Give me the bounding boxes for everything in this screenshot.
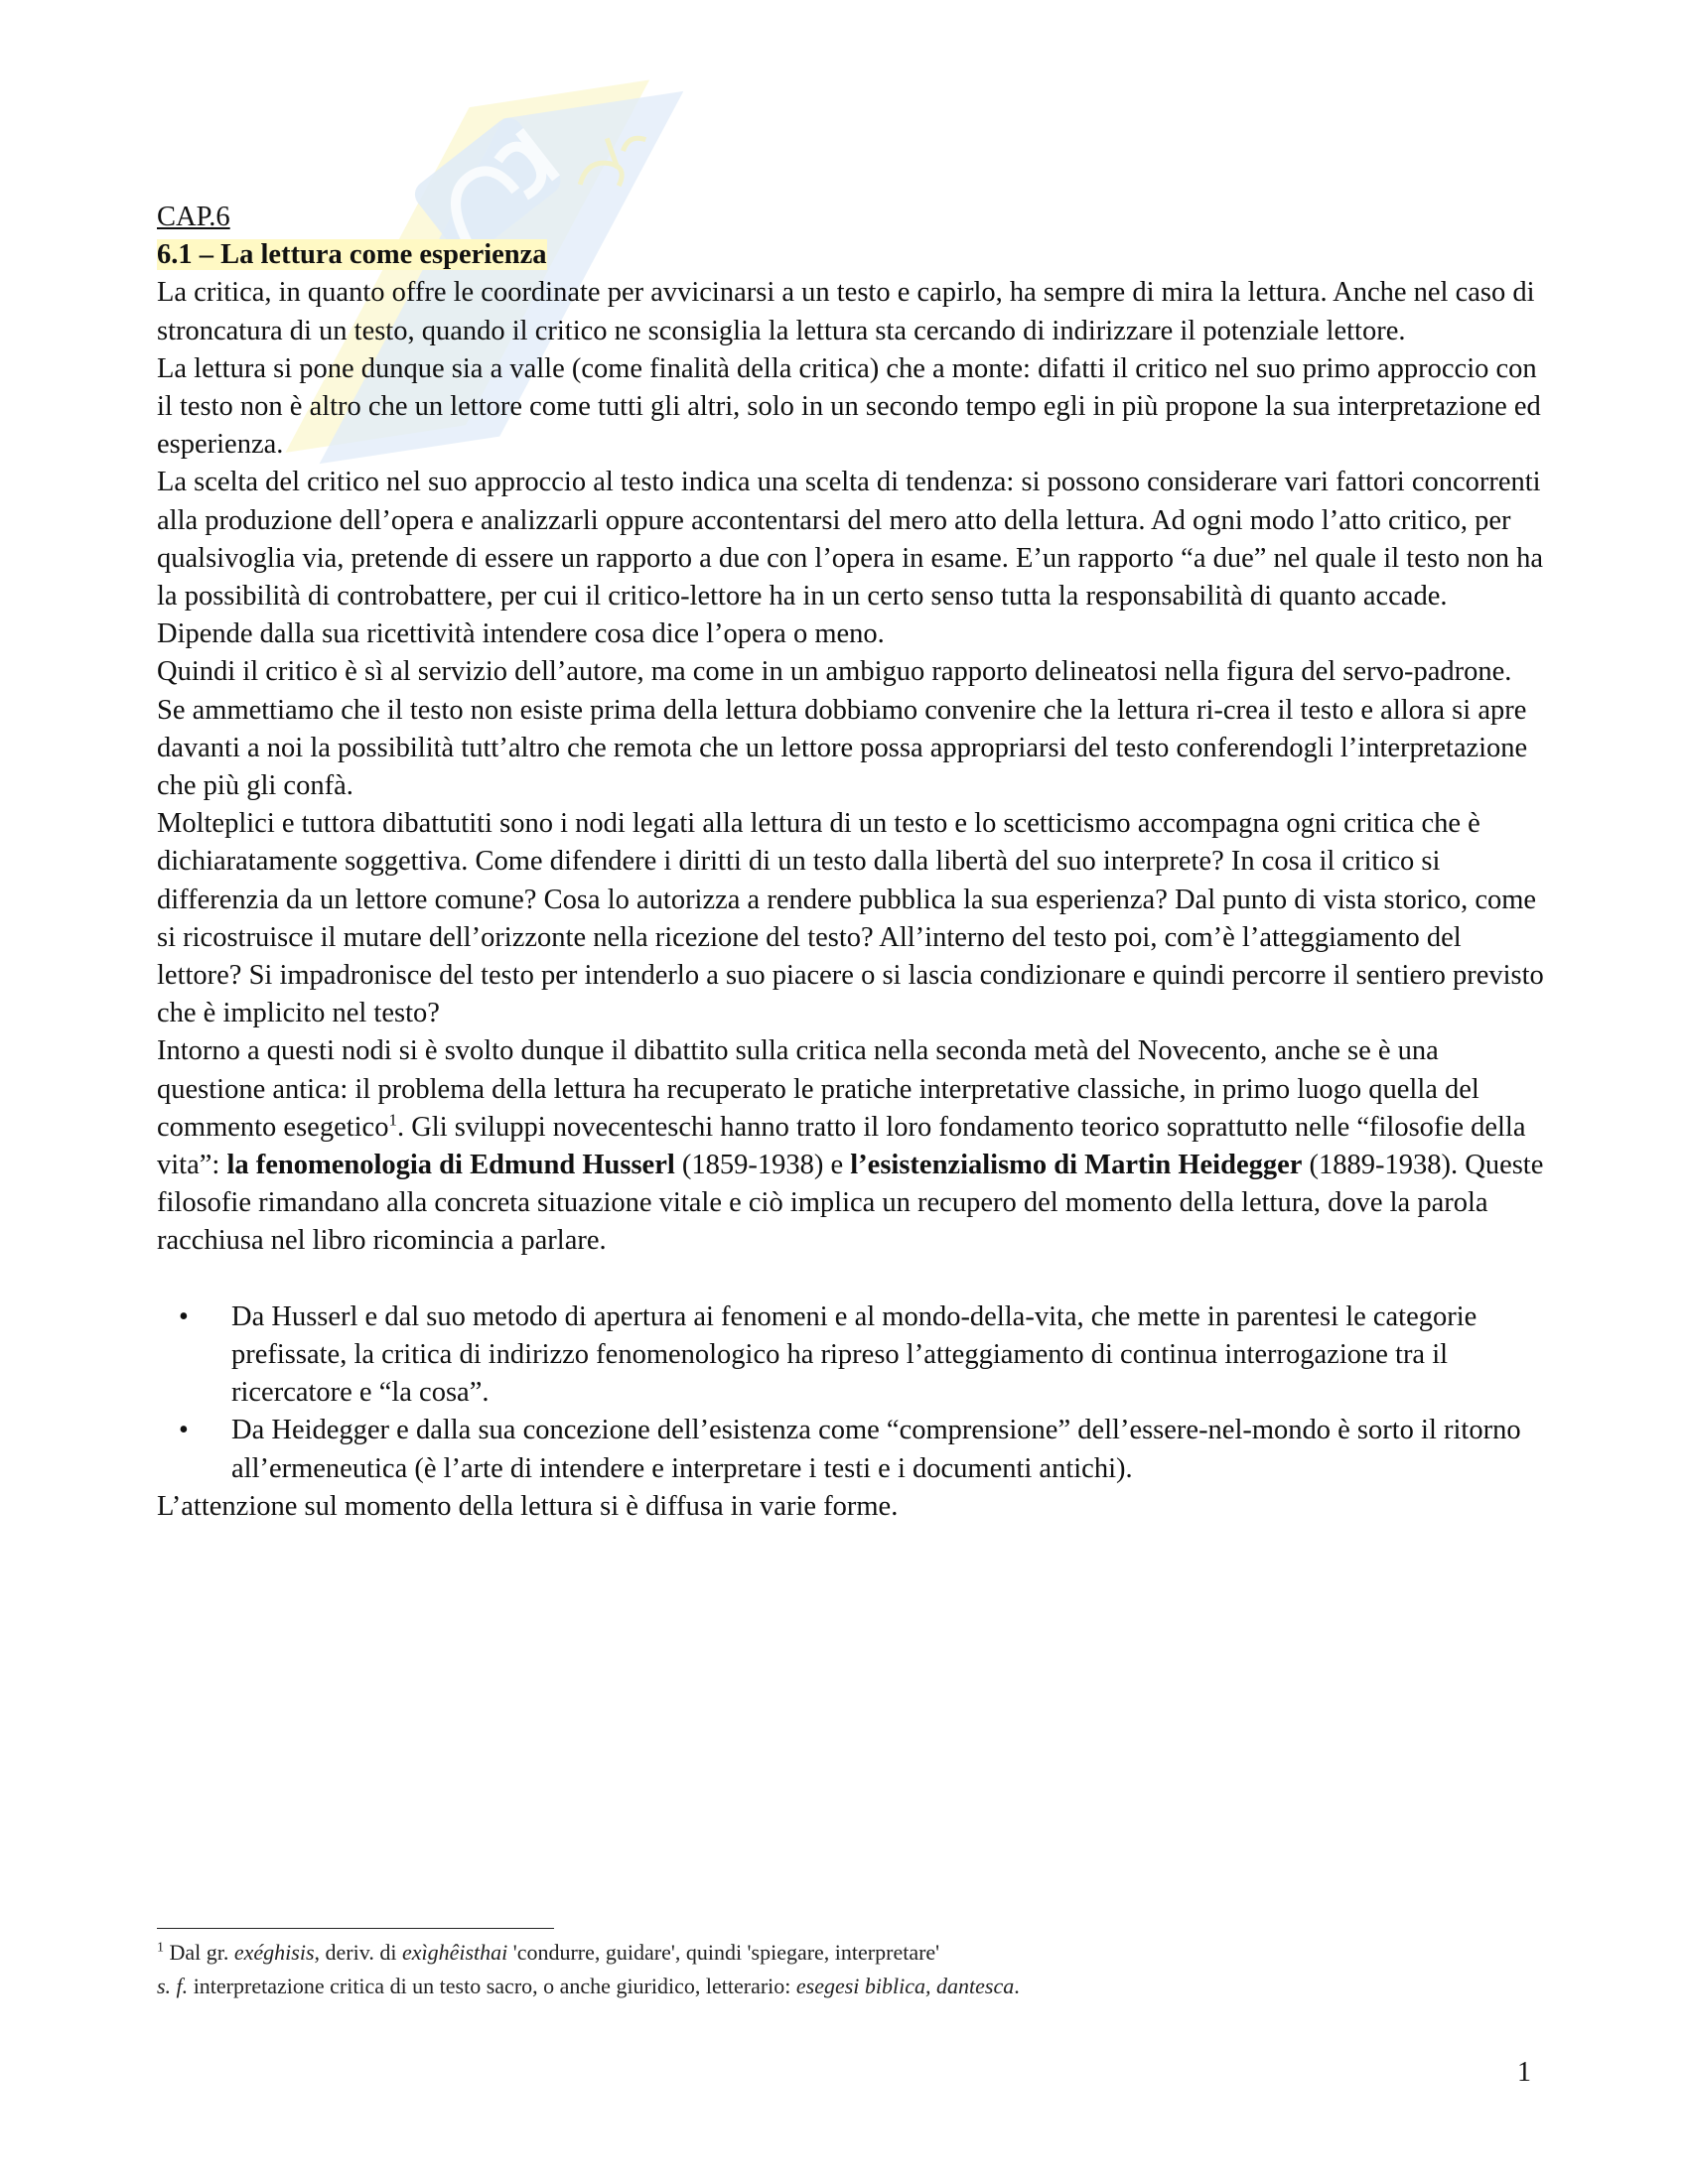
page-number: 1 bbox=[1517, 2057, 1531, 2088]
text-run: (1889-1938). Queste filosofie rimandano alla concreta situazione vitale e ciò implica un recupero del momento della lettura, dove la parola racchiusa nel libro ricomincia a parlare. bbox=[157, 1150, 1544, 1257]
section-title-text: 6.1 – La lettura come esperienza bbox=[157, 239, 547, 271]
section-title bbox=[157, 236, 1547, 274]
bold-term-heidegger: l’esistenzialismo di Martin Heidegger bbox=[850, 1150, 1303, 1181]
text-run: , deriv. di bbox=[314, 1940, 402, 1965]
list-item-text: Da Husserl e dal suo metodo di apertura ai fenomeni e al mondo-della-vita, che mette in parentesi le categorie prefissate, la critica di indirizzo fenomenologico ha ripreso l’atteggiamento di continua interrogazione tra il ricercatore e “la cosa”. bbox=[231, 1300, 1477, 1409]
italic-term: exìghêisthai bbox=[401, 1940, 508, 1965]
italic-term: exéghisis bbox=[233, 1940, 315, 1965]
paragraph: La critica, in quanto offre le coordinate per avvicinarsi a un testo e capirlo, ha sempre di mira la lettura. Anche nel caso di stroncatura di un testo, quando il critico ne sconsiglia la lettura sta cercando di indirizzare il potenziale lettore. bbox=[157, 277, 1535, 346]
paragraph-philosophies bbox=[157, 1032, 1547, 1260]
list-item bbox=[157, 1412, 1547, 1487]
footnote-line bbox=[157, 1970, 1527, 2003]
document-body bbox=[157, 199, 1547, 1526]
paragraph: La lettura si pone dunque sia a valle (come finalità della critica) che a monte: difatti il critico nel suo primo approccio con il testo non è altro che un lettore come tutti gli altri, solo in un secondo tempo egli in più propone la sua interpretazione ed esperienza. bbox=[157, 352, 1541, 461]
paragraph: La scelta del critico nel suo approccio al testo indica una scelta di tendenza: si possono considerare vari fattori concorrenti alla produzione dell’opera e analizzarli oppure accontentarsi del mero atto della lettura. Ad ogni modo l’atto critico, per qualsivoglia via, pretende di essere un rapporto a due con l’opera in esame. E’un rapporto “a due” nel quale il testo non ha la possibilità di controbattere, per cui il critico-lettore ha in un certo senso tutta la responsabilità di quanto accade. Dipende dalla sua ricettività intendere cosa dice l’opera o meno. bbox=[157, 467, 1543, 650]
bullet-icon: • bbox=[179, 1300, 189, 1332]
list-item bbox=[157, 1298, 1547, 1413]
text-run: . Gli sviluppi novecenteschi hanno tratto il loro fondamento teorico soprattutto nelle “filosofie della vita”: bbox=[157, 1111, 1526, 1181]
text-run: Intorno a questi nodi si è svolto dunque il dibattito sulla critica nella seconda metà del Novecento, anche se è una questione antica: il problema della lettura ha recuperato le pratiche interpretative classiche, in primo luogo quella del commento esegetico bbox=[157, 1035, 1479, 1143]
paragraph: Quindi il critico è sì al servizio dell’autore, ma come in un ambiguo rapporto delineatosi nella figura del servo-padrone. Se ammettiamo che il testo non esiste prima della lettura dobbiamo convenire che la lettura ri-crea il testo e allora si apre davanti a noi la possibilità tutt’altro che remota che un lettore possa appropriarsi del testo conferendogli l’interpretazione che più gli confà. bbox=[157, 656, 1528, 802]
footnote-line bbox=[157, 1936, 1527, 1970]
chapter-label: CAP.6 bbox=[157, 202, 230, 232]
italic-term: s. f. bbox=[157, 1974, 189, 1998]
text-run: (1859-1938) e bbox=[674, 1150, 851, 1181]
text-run: 'condurre, guidare', quindi 'spiegare, interpretare' bbox=[507, 1940, 940, 1965]
bullet-icon: • bbox=[179, 1415, 189, 1446]
bullet-list bbox=[157, 1298, 1547, 1488]
paragraph: Molteplici e tuttora dibattutiti sono i nodi legati alla lettura di un testo e lo scetticismo accompagna ogni critica che è dichiaratamente soggettiva. Come difendere i diritti di un testo dalla libertà del suo interprete? In cosa il critico si differenzia da un lettore comune? Cosa lo autorizza a rendere pubblica la sua esperienza? Dal punto di vista storico, come si ricostruisce il mutare dell’orizzonte nella ricezione del testo? All’interno del testo poi, com’è l’atteggiamento del lettore? Si impadronisce del testo per intenderlo a suo piacere o si lascia condizionare e quindi percorre il sentiero previsto che è implicito nel testo? bbox=[157, 808, 1544, 1029]
text-run: interpretazione critica di un testo sacro, o anche giuridico, letterario: bbox=[188, 1974, 796, 1998]
italic-term: esegesi biblica, dantesca bbox=[795, 1974, 1015, 1998]
footnote-number: 1 bbox=[157, 1940, 164, 1956]
text-run: . bbox=[1014, 1974, 1020, 1998]
bold-term-husserl: la fenomenologia di Edmund Husserl bbox=[226, 1150, 675, 1181]
closing-sentence: L’attenzione sul momento della lettura si è diffusa in varie forme. bbox=[157, 1490, 899, 1522]
list-item-text: Da Heidegger e dalla sua concezione dell’esistenza come “comprensione” dell’essere-nel-mondo è sorto il ritorno all’ermeneutica (è l’arte di intendere e interpretare i testi e i documenti antichi). bbox=[231, 1415, 1521, 1484]
footnote-separator bbox=[157, 1928, 554, 1929]
text-run: Dal gr. bbox=[164, 1940, 234, 1965]
footnote bbox=[157, 1936, 1527, 2003]
footnote-reference[interactable]: 1 bbox=[388, 1110, 397, 1130]
